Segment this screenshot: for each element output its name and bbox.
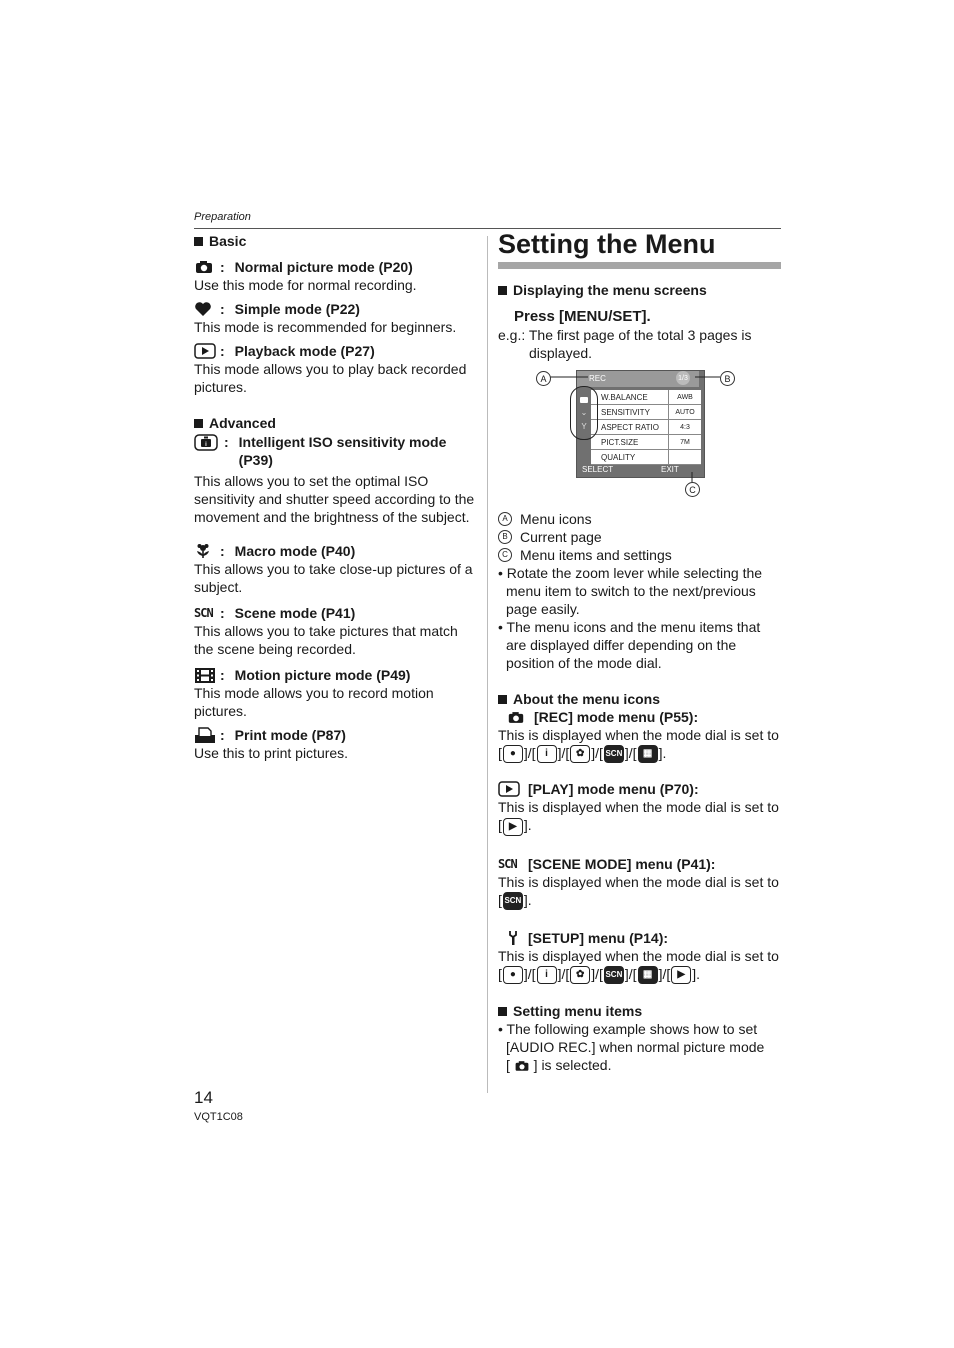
screen-select-label: SELECT [582,465,614,474]
print-icon [194,726,220,744]
mode-simple: : Simple mode (P22) This mode is recommended for beginners. [194,301,457,335]
camera-icon [498,708,534,726]
scn-icon: SCN [503,892,523,910]
column-divider [487,236,488,1093]
macro-flower-icon: ✿ [570,966,590,984]
press-instruction: Press [MENU/SET]. [514,308,651,325]
left-column [194,232,479,762]
right-column [498,228,781,1074]
square-bullet-icon [498,1007,507,1016]
rec-menu-heading: [REC] mode menu (P55): [498,708,781,726]
callout-a: A [536,371,551,386]
callout-b: B [720,371,735,386]
about-icons-heading: About the menu icons [498,690,781,708]
scn-icon: SCN [604,745,624,763]
mode-print: : Print mode (P87) Use this to print pictures. [194,727,349,761]
setting-items-heading: Setting menu items [498,1002,781,1020]
screen-page-indicator: 1/3 [676,371,690,385]
scn-icon: SCN [498,856,517,871]
play-icon [194,342,220,360]
setup-menu-desc: This is displayed when the mode dial is set to [ ● ]/[ i ]/[ ✿ ]/[ SCN ]/[ ▦ ]/[ ▶ ]. [498,947,781,984]
page-number: 14 [194,1088,213,1107]
chevron-down-icon: ⌄ [580,408,588,417]
note-menu-icons: • The menu icons and the menu items that are displayed differ depending on the position of the mode dial. [498,619,761,671]
title-underline-bar [498,262,781,269]
mode-motion-picture: : Motion picture mode (P49) This mode allows you to record motion pictures. [194,667,434,719]
square-bullet-icon [498,695,507,704]
legend-item-c: C Menu items and settings [498,546,781,564]
svg-text:i: i [205,442,207,448]
macro-flower-icon: ✿ [570,745,590,763]
play-menu-desc: This is displayed when the mode dial is set to [ ▶ ]. [498,798,781,835]
basic-heading: Basic [194,232,479,250]
mode-playback: : Playback mode (P27) This mode allows you to play back recorded pictures. [194,343,467,395]
screen-row-wbalance: W.BALANCE AWB [591,390,701,405]
macro-flower-icon [194,542,220,560]
callout-lines [536,368,746,498]
setup-menu-heading: [SETUP] menu (P14): [498,929,781,947]
scn-icon: SCN [194,606,213,620]
callout-c: C [685,482,700,497]
section-label: Preparation [194,211,251,223]
camera-mode-icon: ● [503,745,523,763]
advanced-heading: Advanced [194,414,479,432]
square-bullet-icon [498,286,507,295]
wrench-icon: Y [581,422,587,431]
camera-icon [194,258,220,276]
play-menu-heading: [PLAY] mode menu (P70): [498,780,781,798]
screen-row-quality: QUALITY [591,450,701,465]
mode-macro: : Macro mode (P40) This allows you to take close-up pictures of a subject. [194,543,473,595]
camera-mode-icon: ● [503,966,523,984]
iso-camera-icon: i [537,966,557,984]
legend-item-b: B Current page [498,528,781,546]
document-code: VQT1C08 [194,1111,243,1123]
legend-item-a: A Menu icons [498,510,781,528]
play-icon: ▶ [503,818,523,836]
square-bullet-icon [194,237,203,246]
film-icon [194,666,220,684]
camera-icon [514,1057,530,1073]
square-bullet-icon [194,419,203,428]
heart-icon [194,300,220,318]
display-heading: Displaying the menu screens [498,281,781,299]
page-title: Setting the Menu [498,229,716,259]
screen-row-pict-size: PICT.SIZE 7M [591,435,701,450]
screen-row-sensitivity: SENSITIVITY AUTO [591,405,701,420]
scene-menu-heading: SCN [SCENE MODE] menu (P41): [498,855,716,872]
screen-tab-label: REC [589,374,606,383]
screen-row-aspect-ratio: ASPECT RATIO 4:3 [591,420,701,435]
iso-camera-icon [194,433,224,451]
scene-menu-desc: This is displayed when the mode dial is set to [ SCN ]. [498,873,781,910]
wrench-icon [498,929,528,947]
setting-note: • The following example shows how to set [AUDIO REC.] when normal picture mode [ ] is selected. [498,1021,765,1074]
mode-scene: SCN : Scene mode (P41) This allows you to take pictures that match the scene being recorded. [194,605,458,657]
note-zoom-lever: • Rotate the zoom lever while selecting the menu item to switch to the next/previous page easily. [498,565,763,617]
film-icon: ▦ [638,745,658,763]
play-icon [498,780,528,798]
example-text: e.g.: The first page of the total 3 pages is displayed. [498,327,752,361]
play-icon: ▶ [671,966,691,984]
rec-menu-desc: This is displayed when the mode dial is set to [ ● ]/[ i ]/[ ✿ ]/[ SCN ]/[ ▦ ]. [498,726,781,763]
iso-camera-icon: i [537,745,557,763]
scn-icon: SCN [604,966,624,984]
mode-iso: i : Intelligent ISO sensitivity mode (P39) This allows you to set the optimal ISO sensitivity and shutter speed according to the movement and the brightness of the subject. [194,434,475,525]
film-icon: ▦ [638,966,658,984]
mode-normal: : Normal picture mode (P20) Use this mode for normal recording. [194,259,417,293]
screen-exit-label: EXIT [661,465,679,474]
